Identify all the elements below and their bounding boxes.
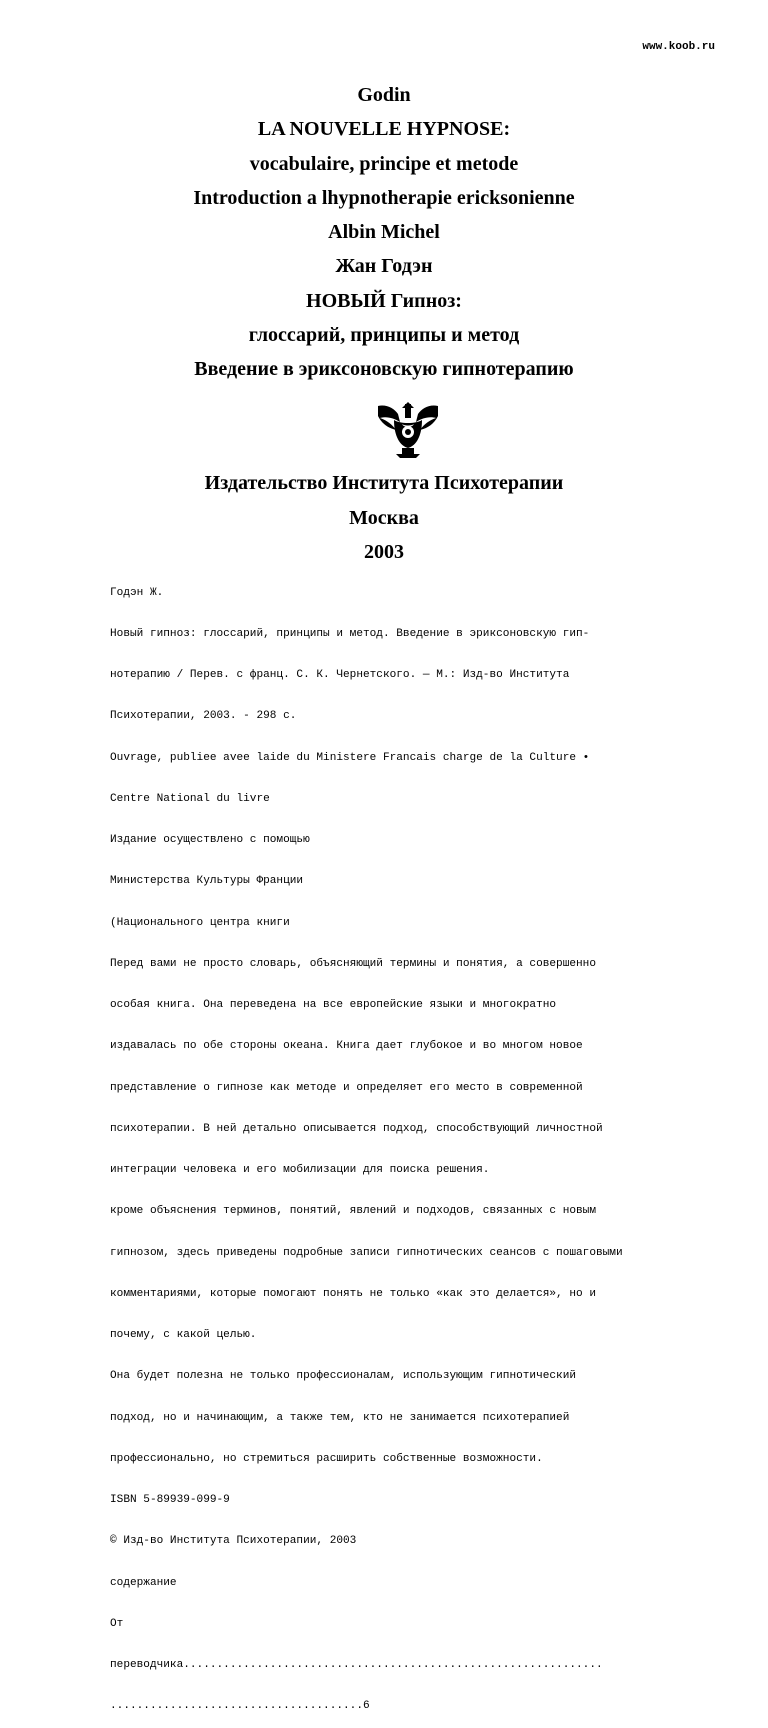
title-french-intro: Introduction a lhypnotherapie ericksonienne [193,186,575,209]
annotation-line: кроме объяснения терминов, понятий, явлений и подходов, связанных с новым [110,1205,596,1218]
russian-support-line: Министерства Культуры Франции [110,875,304,888]
title-russian-subtitle: глоссарий, принципы и метод [248,324,520,347]
annotation-line: почему, с какой целью. [110,1329,257,1341]
title-russian-intro: Введение в эриксоновскую гипнотерапию [194,358,574,381]
toc-entry-page[interactable]: ......................................6 [110,1700,370,1713]
russian-support-line: Издание осуществлено с помощью [110,834,310,846]
bibliographic-line: Новый гипноз: глоссарий, принципы и метод. Введение в эриксоновскую гип- [110,627,590,640]
title-russian-main: НОВЫЙ Гипноз: [306,289,462,312]
annotation-line: особая книга. Она переведена на все европейские языки и многократно [110,999,557,1011]
toc-entry[interactable]: переводчика............................................................... [110,1659,603,1671]
russian-support-line: (Национального центра книги [110,916,290,929]
annotation-line: психотерапии. В ней детально описывается подход, способствующий личностной [110,1122,603,1135]
title-french-subtitle: vocabulaire, principe et metode [249,152,519,175]
title-author-latin: Godin [357,84,411,106]
title-author-russian: Жан Годэн [335,255,433,278]
french-support-line: Ouvrage, publiee avee laide du Ministere Francais charge de la Culture • [110,751,590,764]
bibliographic-line: нотерапию / Перев. с франц. С. К. Чернетского. — М.: Изд-во Института [110,669,570,681]
annotation-line: представление о гипнозе как методе и определяет его место в современной [110,1081,583,1094]
annotation-line: подход, но и начинающим, а также тем, кто не занимается психотерапией [110,1411,570,1424]
body-text [110,559,730,1728]
title-french-publisher: Albin Michel [328,221,440,244]
title-french-main: LA NOUVELLE HYPNOSE: [257,118,511,141]
copyright: © Изд-во Института Психотерапии, 2003 [110,1535,357,1548]
publisher-emblem-icon [376,402,440,460]
annotation-line: гипнозом, здесь приведены подробные записи гипнотических сеансов с пошаговыми [110,1246,623,1259]
french-support-line: Centre National du livre [110,792,270,805]
annotation-line: Она будет полезна не только профессионалам, использующим гипнотический [110,1370,577,1383]
toc-entry[interactable]: От [110,1617,124,1630]
bibliographic-author: Годэн Ж. [110,586,164,599]
contents-heading: содержание [110,1576,177,1589]
publisher-block [0,466,768,570]
annotation-line: профессионально, но стремиться расширить собственные возможности. [110,1452,543,1465]
isbn: ISBN 5-89939-099-9 [110,1494,230,1506]
title-block [0,78,768,387]
publisher-year: 2003 [364,541,404,563]
bibliographic-line: Психотерапии, 2003. - 298 с. [110,710,297,723]
annotation-line: Перед вами не просто словарь, объясняющий термины и понятия, а совершенно [110,957,596,970]
annotation-line: издавалась по обе стороны океана. Книга дает глубокое и во многом новое [110,1040,583,1053]
publisher-name: Издательство Института Психотерапии [204,472,564,494]
annotation-line: интеграции человека и его мобилизации для поиска решения. [110,1164,490,1176]
annotation-line: комментариями, которые помогают понять не только «как это делается», но и [110,1287,596,1300]
site-url[interactable]: www.koob.ru [642,41,715,53]
publisher-city: Москва [349,506,419,529]
